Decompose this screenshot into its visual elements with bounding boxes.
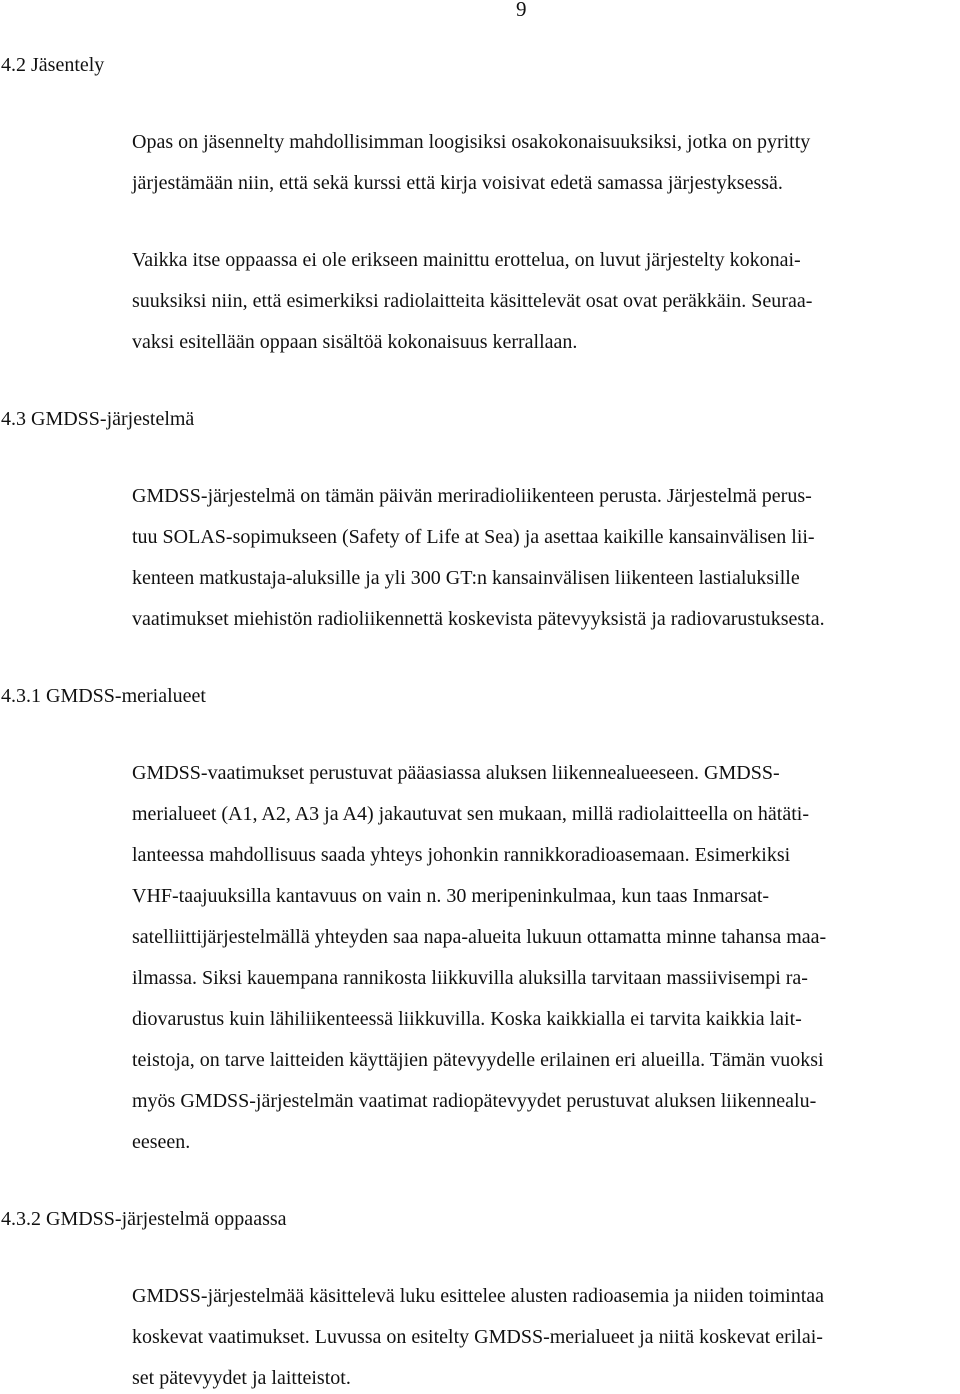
paragraph-line: Opas on jäsennelty mahdollisimman loogisiksi osakokonaisuuksiksi, jotka on pyritty — [132, 131, 811, 153]
paragraph-line: myös GMDSS-järjestelmän vaatimat radiopätevyydet perustuvat aluksen liikennealu- — [132, 1090, 817, 1112]
paragraph-line: merialueet (A1, A2, A3 ja A4) jakautuvat sen mukaan, millä radiolaitteella on hätäti- — [132, 803, 810, 825]
section-heading-4-3: 4.3 GMDSS-järjestelmä — [1, 408, 195, 430]
section-heading-4-3-1: 4.3.1 GMDSS-merialueet — [1, 685, 206, 707]
paragraph-line: eeseen. — [132, 1131, 191, 1153]
paragraph-line: VHF-taajuuksilla kantavuus on vain n. 30 meripeninkulmaa, kun taas Inmarsat- — [132, 885, 770, 907]
paragraph-line: vaatimukset miehistön radioliikennettä koskevista pätevyyksistä ja radiovarustuksesta. — [132, 608, 825, 630]
paragraph-line: järjestämään niin, että sekä kurssi että kirja voisivat edetä samassa järjestyksessä. — [132, 172, 783, 194]
paragraph-line: GMDSS-järjestelmä on tämän päivän meriradioliikenteen perusta. Järjestelmä perus- — [132, 485, 812, 507]
page-number: 9 — [516, 0, 527, 21]
paragraph-line: ilmassa. Siksi kauempana rannikosta liikkuvilla aluksilla tarvitaan massiivisempi ra- — [132, 967, 808, 989]
paragraph-line: vaksi esitellään oppaan sisältöä kokonaisuus kerrallaan. — [132, 331, 578, 353]
paragraph-line: GMDSS-vaatimukset perustuvat pääasiassa aluksen liikennealueeseen. GMDSS- — [132, 762, 780, 784]
paragraph-line: diovarustus kuin lähiliikenteessä liikkuvilla. Koska kaikkialla ei tarvita kaikkia lait- — [132, 1008, 802, 1030]
section-heading-4-2: 4.2 Jäsentely — [1, 54, 105, 76]
paragraph-line: suuksiksi niin, että esimerkiksi radiolaitteita käsittelevät osat ovat peräkkäin. Seuraa- — [132, 290, 813, 312]
paragraph-line: GMDSS-järjestelmää käsittelevä luku esittelee alusten radioasemia ja niiden toimintaa — [132, 1285, 825, 1307]
paragraph-line: kenteen matkustaja-aluksille ja yli 300 GT:n kansainvälisen liikenteen lastialuksille — [132, 567, 800, 589]
paragraph-line: lanteessa mahdollisuus saada yhteys johonkin rannikkoradioasemaan. Esimerkiksi — [132, 844, 791, 866]
paragraph-line: teistoja, on tarve laitteiden käyttäjien pätevyydelle erilainen eri alueilla. Tämän vuoksi — [132, 1049, 824, 1071]
paragraph-line: koskevat vaatimukset. Luvussa on esitelty GMDSS-merialueet ja niitä koskevat erilai- — [132, 1326, 823, 1348]
paragraph-line: satelliittijärjestelmällä yhteyden saa napa-alueita lukuun ottamatta minne tahansa maa- — [132, 926, 827, 948]
paragraph-line: set pätevyydet ja laitteistot. — [132, 1367, 351, 1389]
paragraph-line: tuu SOLAS-sopimukseen (Safety of Life at Sea) ja asettaa kaikille kansainvälisen lii- — [132, 526, 815, 548]
section-heading-4-3-2: 4.3.2 GMDSS-järjestelmä oppaassa — [1, 1208, 287, 1230]
paragraph-line: Vaikka itse oppaassa ei ole erikseen mainittu erottelua, on luvut järjestelty kokonai- — [132, 249, 801, 271]
